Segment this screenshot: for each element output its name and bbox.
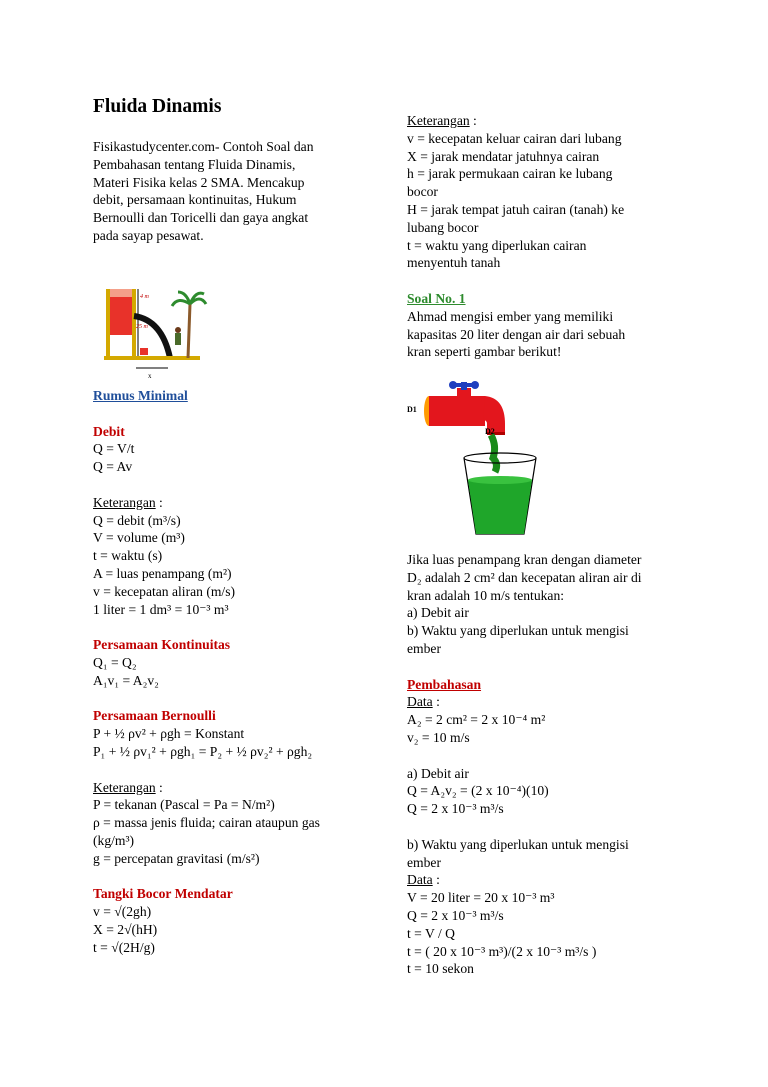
tank-note: H = jarak tempat jatuh cairan (tanah) ke bbox=[407, 201, 625, 217]
soal-line: kran seperti gambar berikut! bbox=[407, 344, 562, 360]
kontinuitas-formula: A₁v₁ = A₂v₂ bbox=[93, 672, 159, 688]
bernoulli-heading: Persamaan Bernoulli bbox=[93, 708, 216, 724]
pembahasan-heading: Pembahasan bbox=[407, 676, 482, 692]
debit-note: t = waktu (s) bbox=[93, 548, 163, 564]
data-line: t = V / Q bbox=[407, 925, 455, 941]
bocor-formula: X = 2√(hH) bbox=[93, 921, 158, 937]
intro-line: pada sayap pesawat. bbox=[93, 227, 204, 243]
bernoulli-note: (kg/m³) bbox=[93, 832, 135, 848]
question-line: a) Debit air bbox=[407, 605, 469, 621]
bucket-rim bbox=[464, 453, 536, 463]
answer-line: a) Debit air bbox=[407, 765, 469, 781]
bocor-formula: v = √(2gh) bbox=[93, 904, 152, 920]
svg-text:25 m: 25 m bbox=[136, 324, 148, 330]
rumus-heading: Rumus Minimal bbox=[93, 388, 188, 403]
tank-note: h = jarak permukaan cairan ke lubang bbox=[407, 166, 613, 182]
answer-line: ember bbox=[407, 854, 441, 870]
bernoulli-formula: P + ½ ρv² + ρgh = Konstant bbox=[93, 726, 245, 742]
svg-text:4 m: 4 m bbox=[140, 294, 149, 300]
intro-line: Materi Fisika kelas 2 SMA. Mencakup bbox=[93, 174, 305, 190]
debit-heading: Debit bbox=[93, 423, 125, 439]
svg-text:x: x bbox=[148, 372, 152, 380]
tank-note: lubang bocor bbox=[407, 219, 479, 235]
palm-tree-icon bbox=[188, 304, 190, 358]
question-line: D₂ adalah 2 cm² dan kecepatan aliran air di bbox=[407, 569, 642, 585]
leaking-tank-figure bbox=[100, 286, 210, 381]
intro-line: Pembahasan tentang Fluida Dinamis, bbox=[93, 156, 296, 172]
soal-heading: Soal No. 1 bbox=[407, 290, 466, 306]
question-line: kran adalah 10 m/s tentukan: bbox=[407, 587, 565, 603]
tank-note: X = jarak mendatar jatuhnya cairan bbox=[407, 148, 600, 164]
data-label: Data bbox=[407, 694, 433, 710]
tank-note: v = kecepatan keluar cairan dari lubang bbox=[407, 130, 622, 146]
svg-text:D2: D2 bbox=[485, 427, 495, 436]
data-label: Data bbox=[407, 872, 433, 888]
bernoulli-note: ρ = massa jenis fluida; cairan ataupun gas bbox=[93, 815, 320, 831]
kontinuitas-heading: Persamaan Kontinuitas bbox=[93, 637, 231, 653]
intro-line: Fisikastudycenter.com- Contoh Soal dan bbox=[93, 139, 314, 154]
debit-formula: Q = Av bbox=[93, 459, 133, 475]
data-line: V = 20 liter = 20 x 10⁻³ m³ bbox=[407, 890, 555, 906]
keterangan-label: Keterangan bbox=[93, 494, 156, 510]
answer-line: Q = 2 x 10⁻³ m³/s bbox=[407, 801, 504, 817]
debit-note: v = kecepatan aliran (m/s) bbox=[93, 583, 236, 599]
person-icon bbox=[175, 327, 181, 333]
water-jet bbox=[134, 316, 170, 358]
bernoulli-note: P = tekanan (Pascal = Pa = N/m²) bbox=[93, 797, 275, 813]
data-line: v₂ = 10 m/s bbox=[407, 729, 470, 745]
bocor-formula: t = √(2H/g) bbox=[93, 939, 155, 955]
intro-line: Bernoulli dan Toricelli dan gaya angkat bbox=[93, 210, 309, 226]
tap-bucket-figure bbox=[405, 376, 555, 541]
intro-line: debit, persamaan kontinuitas, Hukum bbox=[93, 192, 297, 208]
debit-note: Q = debit (m³/s) bbox=[93, 512, 181, 528]
bucket-icon bbox=[140, 348, 148, 355]
soal-line: kapasitas 20 liter dengan air dari sebuah bbox=[407, 326, 626, 342]
page-title: Fluida Dinamis bbox=[93, 96, 222, 117]
debit-note: 1 liter = 1 dm³ = 10⁻³ m³ bbox=[93, 601, 229, 617]
data-line: A₂ = 2 cm² = 2 x 10⁻⁴ m² bbox=[407, 712, 546, 728]
debit-note: V = volume (m³) bbox=[93, 530, 185, 546]
tank-note: menyentuh tanah bbox=[407, 255, 501, 271]
intro-paragraph bbox=[93, 138, 314, 245]
question-line: ember bbox=[407, 640, 441, 656]
keterangan-label: Keterangan bbox=[93, 779, 156, 795]
soal-line: Ahmad mengisi ember yang memiliki bbox=[407, 308, 614, 324]
debit-formula: Q = V/t bbox=[93, 441, 135, 457]
tank-note: bocor bbox=[407, 184, 438, 200]
data-line: t = 10 sekon bbox=[407, 961, 474, 977]
keterangan-label: Keterangan bbox=[407, 113, 470, 128]
data-line: t = ( 20 x 10⁻³ m³)/(2 x 10⁻³ m³/s ) bbox=[407, 943, 597, 959]
kontinuitas-formula: Q₁ = Q₂ bbox=[93, 654, 137, 670]
tank-note: t = waktu yang diperlukan cairan bbox=[407, 237, 587, 253]
bucket-water bbox=[468, 480, 532, 534]
bernoulli-formula: P₁ + ½ ρv₁² + ρgh₁ = P₂ + ½ ρv₂² + ρgh₂ bbox=[93, 743, 313, 759]
question-line: b) Waktu yang diperlukan untuk mengisi bbox=[407, 623, 629, 639]
bocor-heading: Tangki Bocor Mendatar bbox=[93, 886, 233, 902]
answer-line: b) Waktu yang diperlukan untuk mengisi bbox=[407, 836, 629, 852]
tap-icon bbox=[429, 396, 485, 426]
svg-text:D1: D1 bbox=[407, 405, 417, 414]
answer-line: Q = A₂v₂ = (2 x 10⁻⁴)(10) bbox=[407, 783, 549, 799]
question-line: Jika luas penampang kran dengan diameter bbox=[407, 552, 642, 567]
debit-note: A = luas penampang (m²) bbox=[93, 565, 232, 581]
bernoulli-note: g = percepatan gravitasi (m/s²) bbox=[93, 850, 260, 866]
data-line: Q = 2 x 10⁻³ m³/s bbox=[407, 907, 504, 923]
